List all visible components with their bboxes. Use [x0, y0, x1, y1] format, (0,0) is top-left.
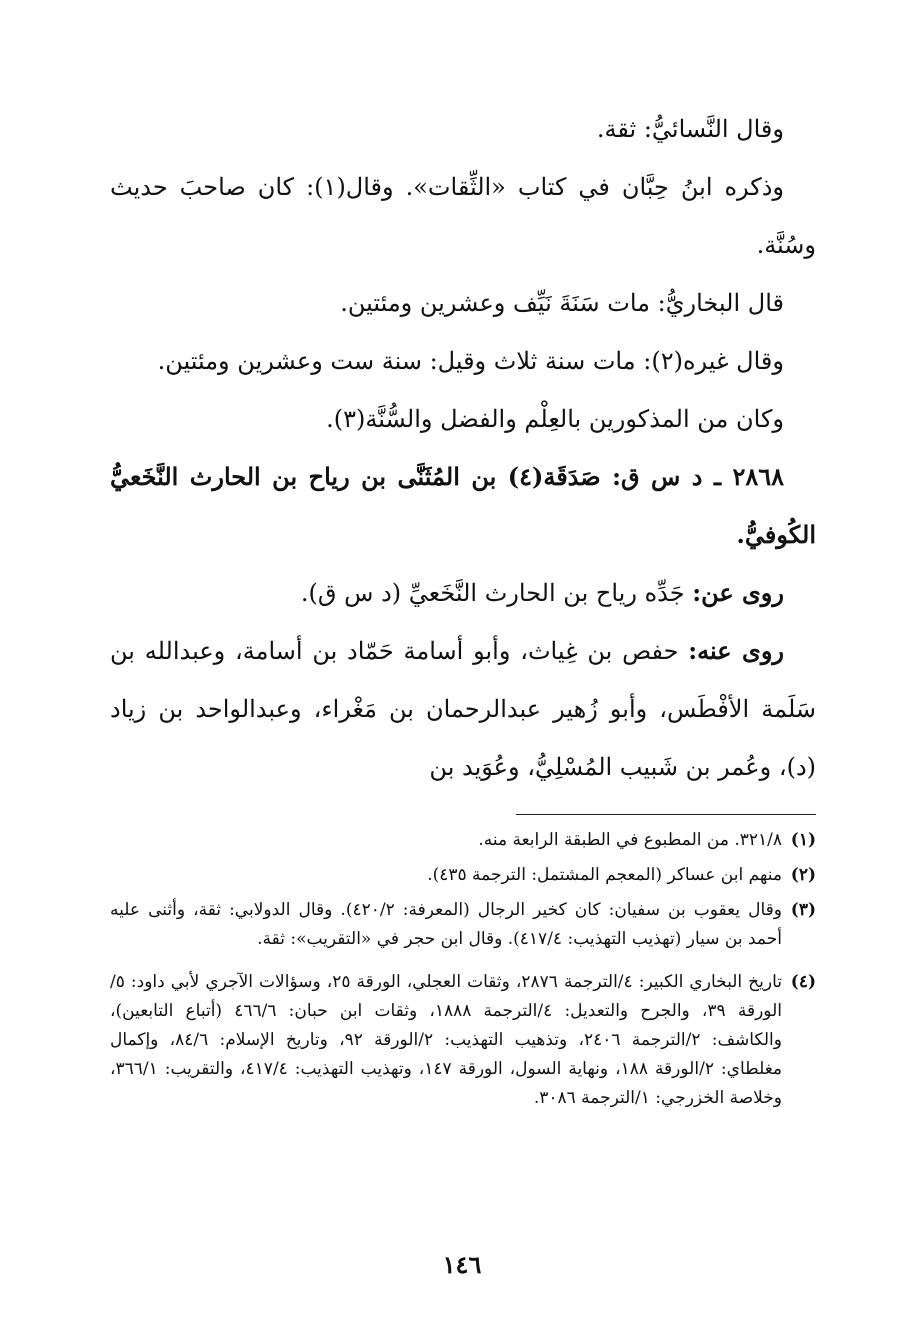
entry-title: ٢٨٦٨ ـ د س ق: صَدَقَة(٤) بن المُثَنَّى بن رياح بن الحارث النَّخَعيُّ الكُوفيُّ.	[110, 462, 816, 549]
paragraph-narrated-from	[110, 564, 816, 622]
footnote	[110, 826, 816, 855]
narrated-from-label: روى عن:	[692, 578, 784, 607]
footnote	[110, 896, 816, 954]
paragraph-narrated-by	[110, 622, 816, 796]
page-number: ١٤٦	[442, 1250, 482, 1279]
footnote	[110, 861, 816, 890]
footnote-text: وقال يعقوب بن سفيان: كان كخير الرجال (المعرفة: ٤٢٠/٢). وقال الدولابي: ثقة، وأثنى عليه أحمد بن سيار (تهذيب التهذيب: ٤١٧/٤). وقال ابن حجر في «التقريب»: ثقة.	[110, 900, 782, 949]
narrated-from-text: جَدِّه رياح بن الحارث النَّخَعيِّ (د س ق).	[300, 579, 693, 607]
footnote-number: (٣)	[790, 900, 816, 920]
footnotes	[110, 826, 816, 1119]
footnote-number: (٢)	[790, 865, 816, 885]
footnote	[110, 968, 816, 1113]
footnote-text: تاريخ البخاري الكبير: ٤/الترجمة ٢٨٧٦، وثقات العجلي، الورقة ٢٥، وسؤالات الآجري لأبي داود: ٥/الورقة ٣٩، والجرح والتعديل: ٤/الترجمة ١٨٨٨، وثقات ابن حبان: ٤٦٦/٦ (أتباع التابعين)، والكاشف: ٢/الترجمة ٢٤٠٦، وتذهيب التهذيب: ٢/الورقة ٩٢، وتاريخ الإسلام: ٨٤/٦، وإكمال مغلطاي: ٢/الورقة ١٨٨، ونهاية السول، الورقة ١٤٧، وتهذيب التهذيب: ٤١٧/٤، والتقريب: ٣٦٦/١، وخلاصة الخزرجي: ١/الترجمة ٣٠٨٦.	[110, 972, 783, 1108]
paragraph-bukhari: قال البخاريُّ: مات سَنَةَ نَيِّف وعشرين ومئتين.	[340, 289, 784, 317]
paragraph-nasai: وقال النَّسائيُّ: ثقة.	[596, 115, 784, 143]
footnote-divider	[516, 814, 816, 815]
narrated-by-text: حفص بن غِياث، وأبو أسامة حَمّاد بن أسامة، وعبدالله بن سَلَمة الأفْطَس، وأبو زُهير عبدالرحمان بن مَغْراء، وعبدالواحد بن زياد (د)، وعُمر بن شَبيب المُسْلِيُّ، وعُوَيد بن	[110, 637, 816, 781]
main-text	[110, 100, 816, 796]
narrated-by-label: روى عنه:	[688, 636, 785, 665]
footnote-text: ٣٢١/٨. من المطبوع في الطبقة الرابعة منه.	[478, 830, 782, 850]
paragraph-other-death-date: وقال غيره(٢): مات سنة ثلاث وقيل: سنة ست وعشرين ومئتين.	[157, 347, 784, 375]
footnote-text: منهم ابن عساكر (المعجم المشتمل: الترجمة ٤٣٥).	[427, 865, 782, 885]
footnote-number: (١)	[790, 830, 816, 850]
paragraph-ibn-hibban: وذكره ابنُ حِبَّان في كتاب «الثِّقات». وقال(١): كان صاحبَ حديث وسُنَّة.	[110, 173, 816, 259]
footnote-number: (٤)	[790, 972, 816, 992]
paragraph-knowledge: وكان من المذكورين بالعِلْم والفضل والسُّنَّة(٣).	[326, 405, 784, 433]
